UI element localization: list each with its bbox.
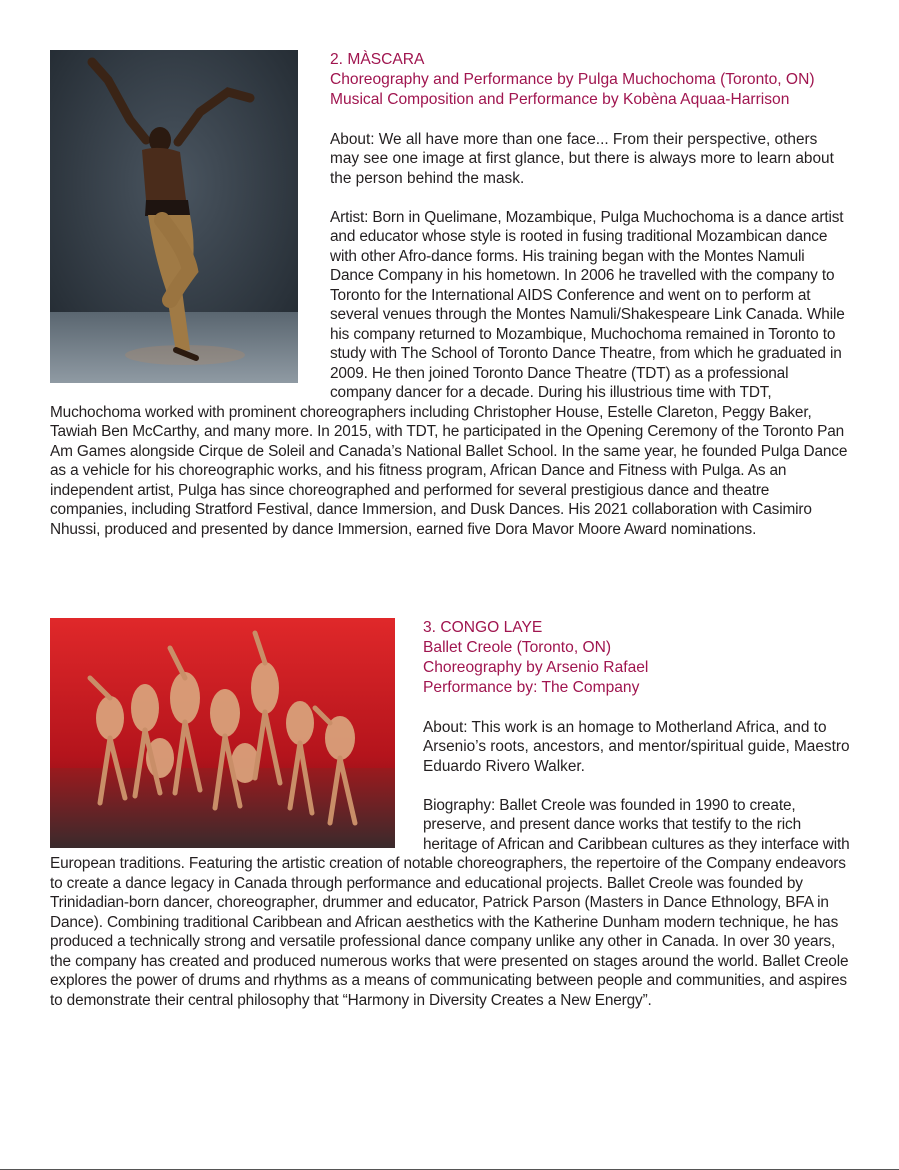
about-mascara: About: We all have more than one face... From their perspective, others may see one image at first glance, but there is always more to learn about the person behind the mask. [330,130,834,187]
company-credit-congo-laye: Ballet Creole (Toronto, ON) [423,639,612,656]
credit-music-mascara: Musical Composition and Performance by Kobèna Aquaa-Harrison [330,91,790,108]
section-title-mascara: 2. MÀSCARA [330,51,425,68]
credit-performance-congo-laye: Performance by: The Company [423,679,640,696]
company-bio-congo-laye: Biography: Ballet Creole was founded in 1990 to create, preserve, and present dance works that testify to the rich heritage of African and Caribbean cultures as they interface with European traditions. Featuring the artistic creation of notable choreographers, the repertoire of the Company endeavors to create a dance legacy in Canada through performance and educational projects. Ballet Creole was founded by Trinidadian-born dancer, choreographer, drummer and educator, Patrick Parson (Masters in Dance Ethnology, BFA in Dance). Combining traditional Caribbean and African aesthetics with the Katherine Dunham modern technique, he has produced a technically strong and versatile professional dance company unlike any other in Canada. In over 30 years, the company has created and produced numerous works that were presented on stages around the world. Ballet Creole explores the power of drums and rhythms as a means of communicating between people and communities, and aspires to demonstrate their central philosophy that “Harmony in Diversity Creates a New Energy”. [50,796,850,1009]
section-title-congo-laye: 3. CONGO LAYE [423,619,543,636]
dancer-photo-congo-laye [50,618,395,848]
section-mascara [50,50,850,539]
dancer-photo-mascara [50,50,298,383]
credit-choreography-mascara: Choreography and Performance by Pulga Muchochoma (Toronto, ON) [330,71,815,88]
section-congo-laye [50,618,850,1010]
credit-choreography-congo-laye: Choreography by Arsenio Rafael [423,659,649,676]
about-congo-laye: About: This work is an homage to Motherland Africa, and to Arsenio’s roots, ancestors, and mentor/spiritual guide, Maestro Eduardo Rivero Walker. [423,718,850,775]
artist-bio-mascara: Artist: Born in Quelimane, Mozambique, Pulga Muchochoma is a dance artist and educator whose style is rooted in fusing traditional Mozambican dance with other Afro-dance forms. His training began with the Montes Namuli Dance Company in his hometown. In 2006 he travelled with the company to Toronto for the International AIDS Conference and went on to perform at several venues through the Montes Namuli/Shakespeare Link Canada. While his company returned to Mozambique, Muchochoma remained in Toronto to study with The School of Toronto Dance Theatre, from which he graduated in 2009. He then joined Toronto Dance Theatre (TDT) as a professional company dancer for a decade. During his illustrious time with TDT, Muchochoma worked with prominent choreographers including Christopher House, Estelle Clareton, Peggy Baker, Tawiah Ben McCarthy, and many more. In 2015, with TDT, he participated in the Opening Ceremony of the Toronto Pan Am Games alongside Cirque de Soleil and Canada’s National Ballet School. In the same year, he founded Pulga Dance as a vehicle for his choreographic works, and his fitness program, African Dance and Fitness with Pulga. As an independent artist, Pulga has since choreographed and performed for several prestigious dance and theatre companies, including Stratford Festival, dance Immersion, and Dusk Dances. His 2021 collaboration with Casimiro Nhussi, produced and presented by dance Immersion, earned five Dora Mavor Moore Award nominations. [50,208,848,538]
